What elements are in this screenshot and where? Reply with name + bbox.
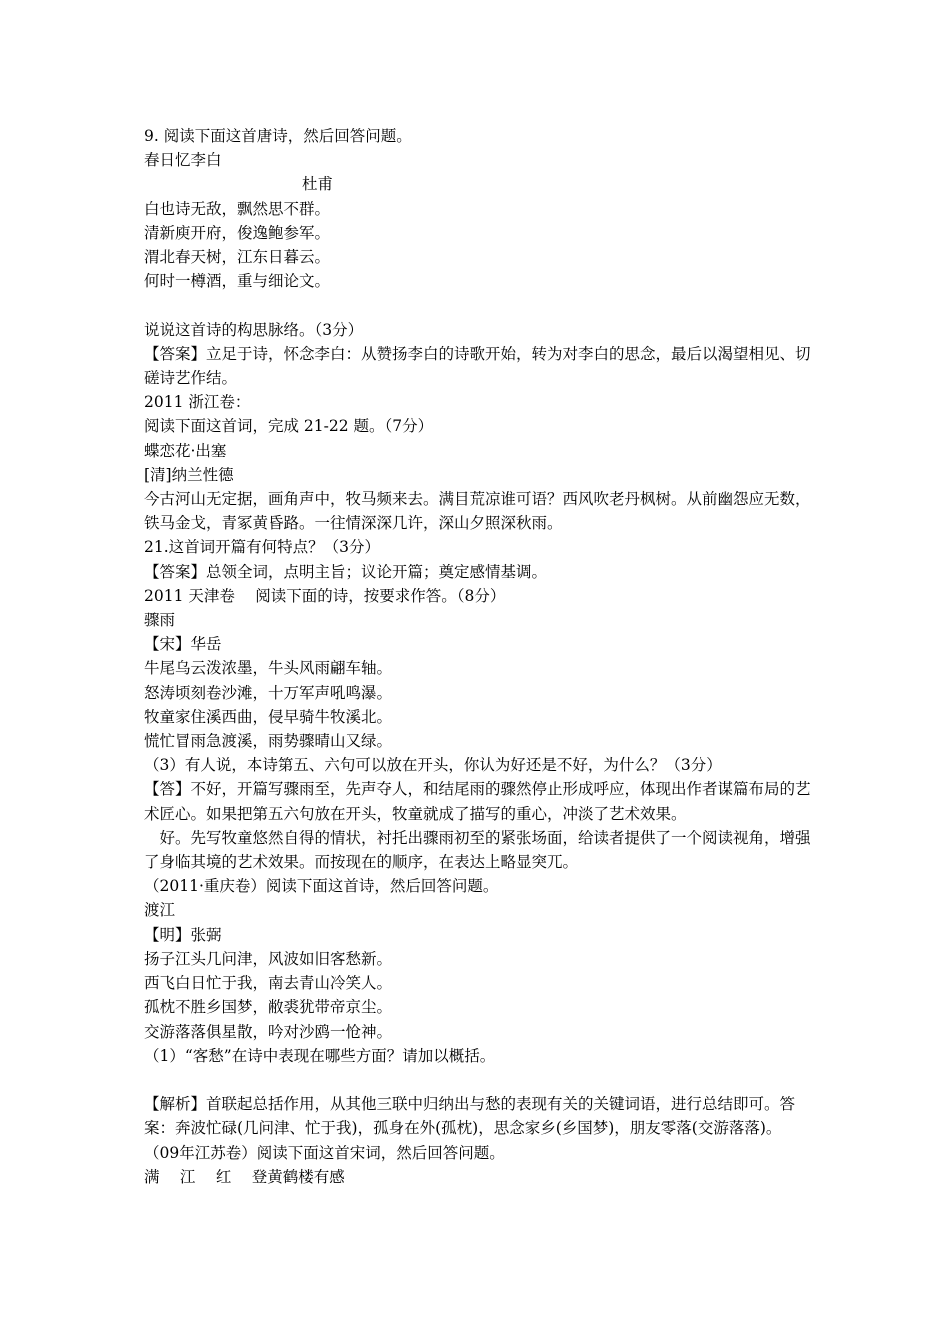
document-page [144,124,816,1189]
poem-body: 今古河山无定据，画角声中，牧马频来去。满目荒凉谁可语？西风吹老丹枫树。从前幽怨应无数，铁马金戈，青冢黄昏路。一往情深深几许，深山夕照深秋雨。 [144,490,811,533]
poem-line: 怒涛顷刻卷沙滩，十万军声吼鸣瀑。 [144,683,393,702]
exam-source: （09年江苏卷）阅读下面这首宋词，然后回答问题。 [144,1143,505,1162]
answer-text: 【答案】总领全词，点明主旨；议论开篇；奠定感情基调。 [144,562,548,581]
answer-text: 【答案】立足于诗，怀念李白：从赞扬李白的诗歌开始，转为对李白的思念，最后以渴望相见、切磋诗艺作结。 [144,344,811,388]
poem-author: 杜甫 [302,175,334,194]
question-9-heading: 9. 阅读下面这首唐诗，然后回答问题。 [144,127,412,145]
exam-source: 2011 天津卷 阅读下面的诗，按要求作答。（8分） [144,586,506,605]
poem-title: 春日忆李白 [144,151,222,170]
poem-line: 白也诗无敌，飘然思不群。 [144,199,331,218]
poem-line: 牧童家住溪西曲，侵早骑牛牧溪北。 [144,707,393,726]
poem-title: 满 江 红 登黄鹤楼有感 [144,1167,345,1186]
poem-line: 扬子江头几问津，风波如旧客愁新。 [144,949,393,968]
poem-line: 何时一樽酒，重与细论文。 [144,272,331,291]
question-text: 21.这首词开篇有何特点？（3分） [144,538,381,557]
analysis-text: 【解析】首联起总括作用，从其他三联中归纳出与愁的表现有关的关键词语，进行总结即可。答案：奔波忙碌(几问津、忙于我)，孤身在外(孤枕)，思念家乡(乡国梦)，朋友零落(交游落落)。 [144,1095,796,1138]
answer-text: 【答】不好，开篇写骤雨至，先声夺人，和结尾雨的骤然停止形成呼应，体现出作者谋篇布局的艺术匠心。如果把第五六句放在开头，牧童就成了描写的重心，冲淡了艺术效果。 [144,780,811,823]
poem-line: 牛尾乌云泼浓墨，牛头风雨翩车轴。 [144,659,393,678]
question-text: 说说这首诗的构思脉络。（3分） [144,320,364,339]
blank-line [144,293,816,317]
poem-title: 渡江 [144,901,176,920]
blank-line [144,1068,816,1092]
poem-line: 交游落落俱星散，吟对沙鸥一怆神。 [144,1022,393,1041]
poem-title: 骤雨 [144,611,176,630]
poem-author: [清]纳兰性德 [144,465,234,484]
instruction-text: 阅读下面这首词，完成 21-22 题。（7分） [144,417,434,436]
poem-line: 清新庾开府，俊逸鲍参军。 [144,223,331,242]
poem-line: 西飞白日忙于我，南去青山冷笑人。 [144,974,393,993]
poem-line: 慌忙冒雨急渡溪，雨势骤晴山又绿。 [144,732,393,751]
poem-author: 【宋】华岳 [144,635,222,654]
answer-text: 好。先写牧童悠然自得的情状，衬托出骤雨初至的紧张场面，给读者提供了一个阅读视角，增强了身临其境的艺术效果。而按现在的顺序，在表达上略显突兀。 [144,828,811,872]
poem-line: 孤枕不胜乡国梦，敝裘犹带帝京尘。 [144,998,393,1017]
exam-source: 2011 浙江卷： [144,393,251,412]
question-text: （1）“客愁”在诗中表现在哪些方面？请加以概括。 [144,1046,496,1065]
poem-title: 蝶恋花·出塞 [144,441,227,460]
poem-line: 渭北春天树，江东日暮云。 [144,248,331,267]
question-text: （3）有人说，本诗第五、六句可以放在开头，你认为好还是不好，为什么？（3分） [144,756,722,775]
exam-source: （2011·重庆卷）阅读下面这首诗，然后回答问题。 [144,877,499,896]
poem-author: 【明】张弼 [144,925,222,944]
